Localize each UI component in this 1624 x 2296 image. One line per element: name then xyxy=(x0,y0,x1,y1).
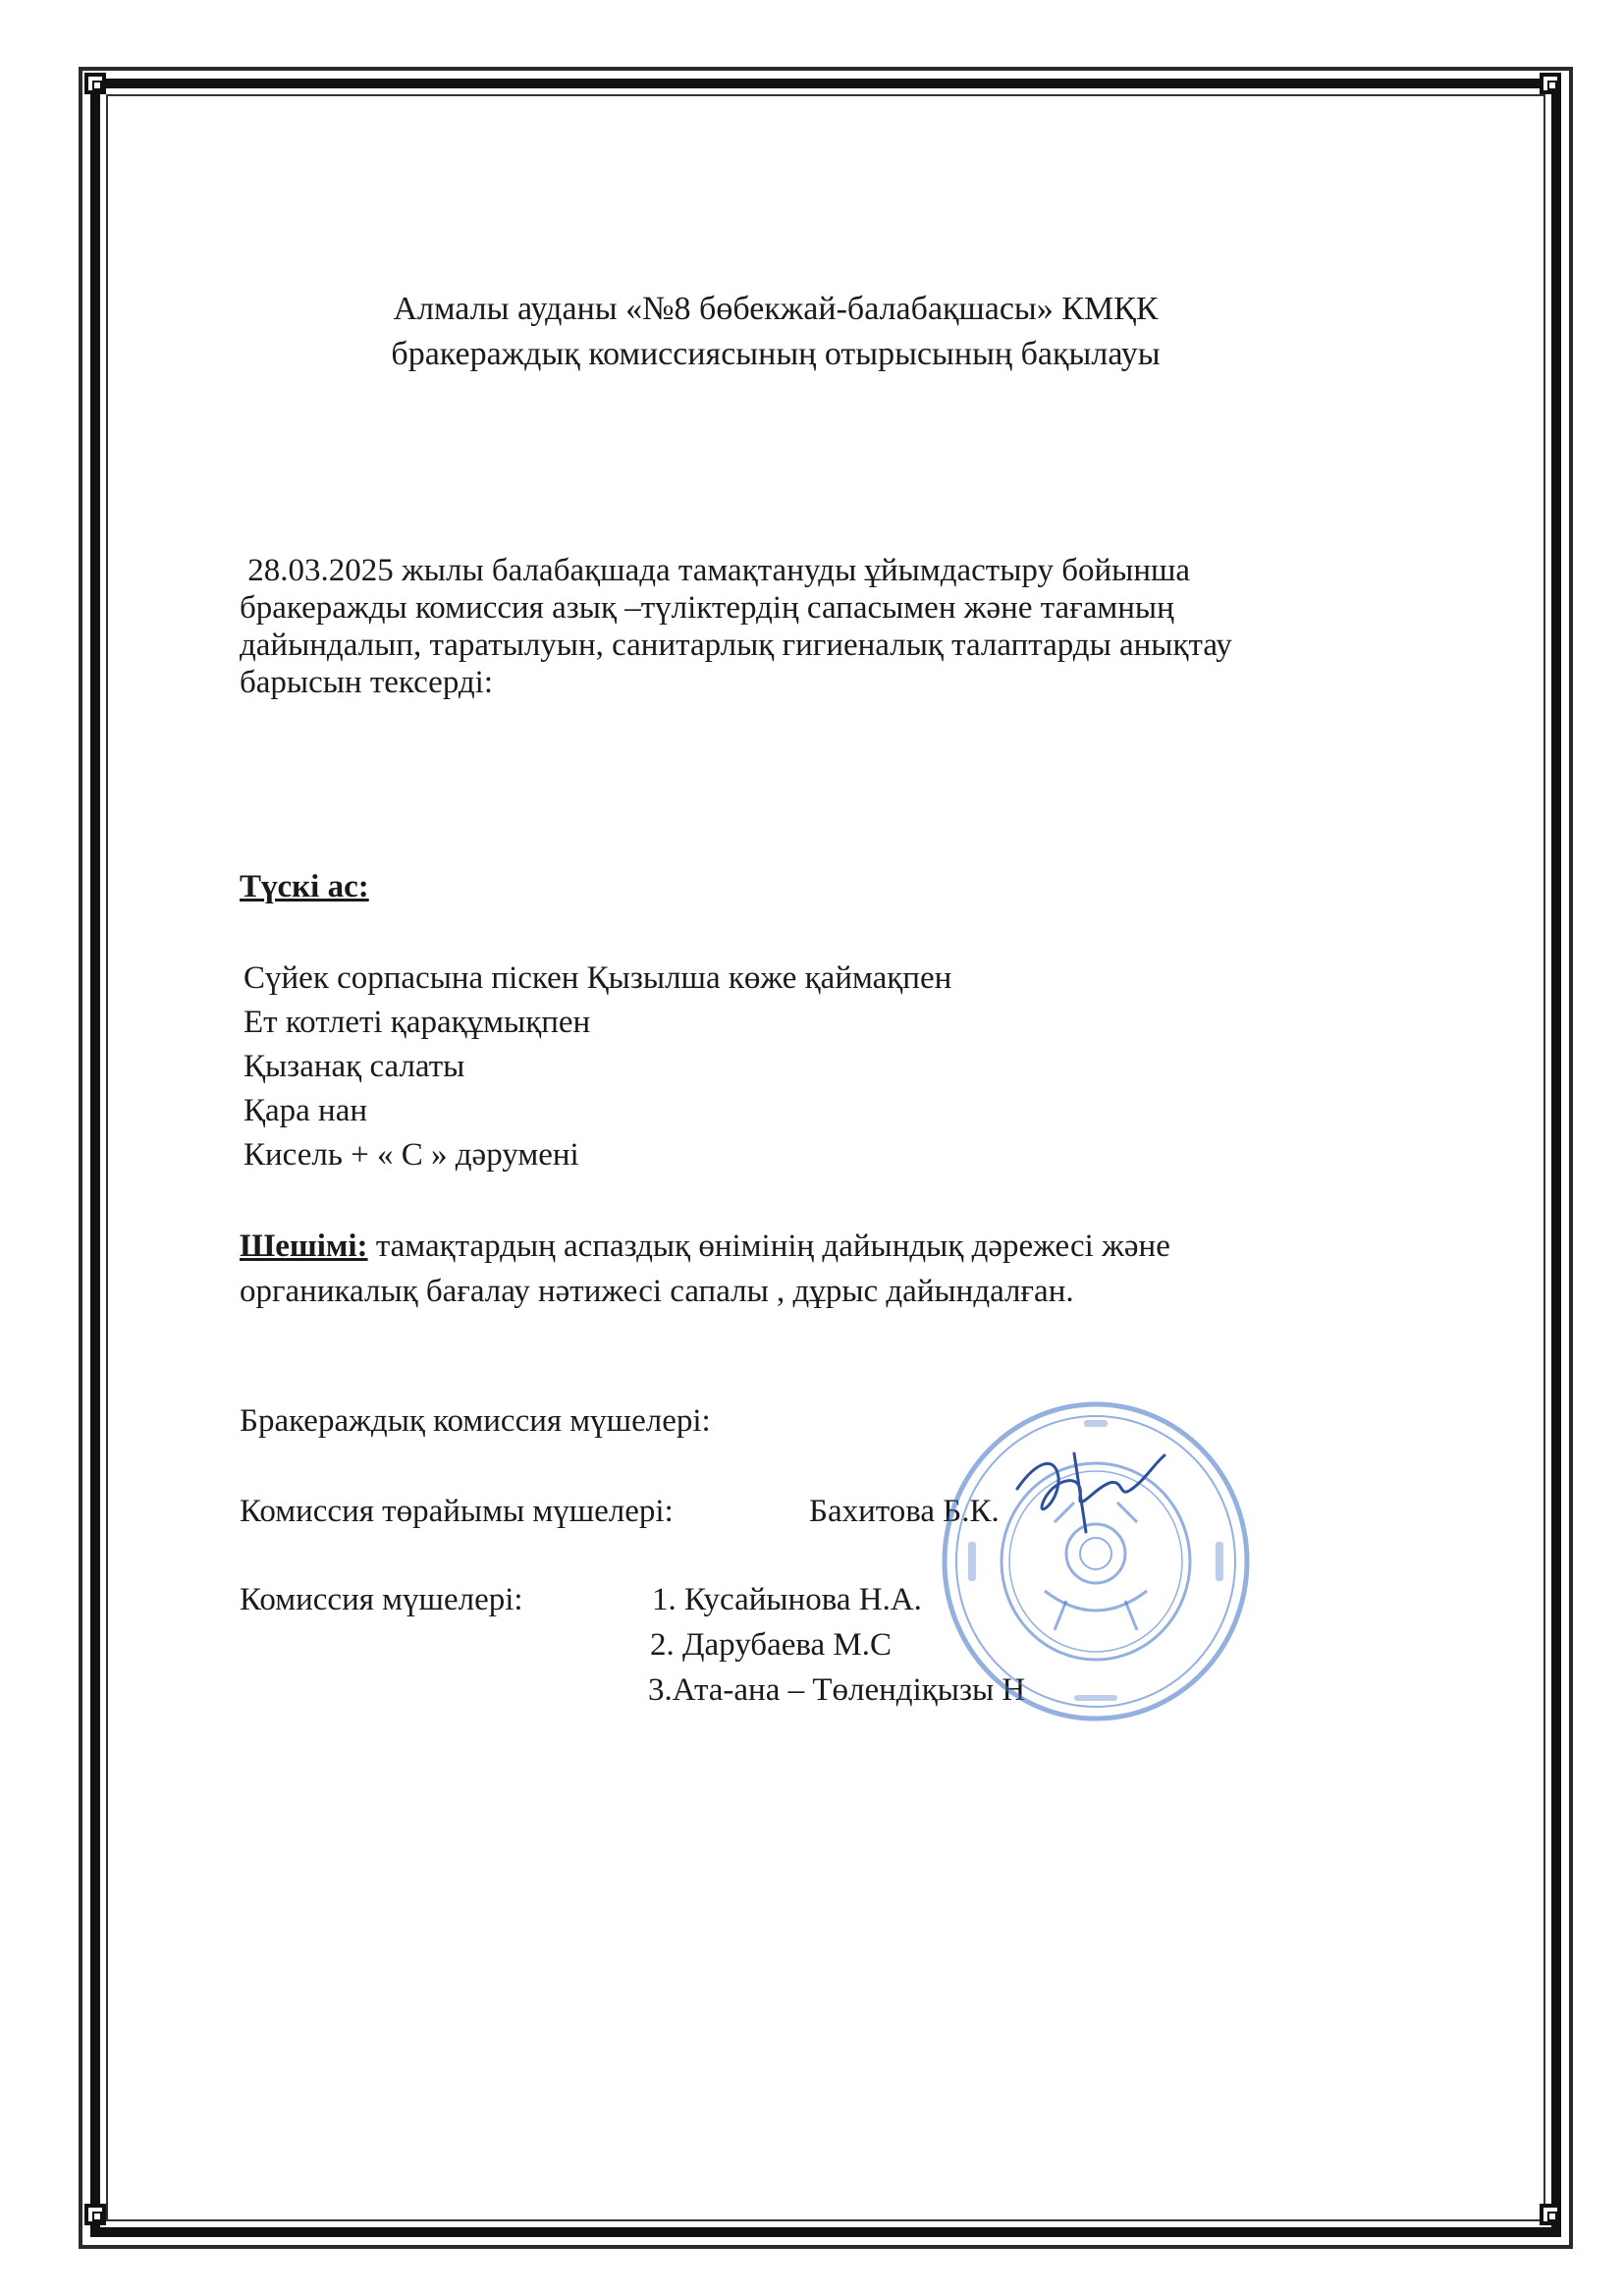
menu-list xyxy=(244,957,951,1177)
intro-line: барысын тексерді: xyxy=(240,665,494,700)
border-corner-ornament xyxy=(84,2204,106,2225)
menu-item: Сүйек сорпасына піскен Қызылша көже қаймақпен xyxy=(244,960,952,996)
border-corner-ornament xyxy=(84,73,106,94)
members-label: Комиссия мүшелері: xyxy=(240,1582,523,1617)
menu-item: Қызанақ салаты xyxy=(244,1049,465,1084)
document-title-line2: бракераждық комиссиясының отырысының бақылауы xyxy=(391,336,1161,372)
member-item: 2. Дарубаева М.С xyxy=(650,1627,893,1663)
decision-line2: органикалық бағалау нәтижесі сапалы , дұрыс дайындалған. xyxy=(240,1274,1074,1309)
official-seal-stamp xyxy=(937,1394,1255,1726)
menu-item: Ет котлеті қарақұмықпен xyxy=(244,1005,591,1040)
border-corner-ornament xyxy=(1540,2204,1561,2225)
member-item: 3.Ата-ана – Төлендіқызы Н xyxy=(648,1672,1026,1708)
lunch-title: Түскі ас: xyxy=(240,869,369,904)
border-corner-ornament xyxy=(1540,73,1561,94)
intro-line: 28.03.2025 жылы балабақшада тамақтануды ұйымдастыру бойынша xyxy=(240,553,1191,588)
document-title-line1: Алмалы ауданы «№8 бөбекжай-балабақшасы» КМҚК xyxy=(393,291,1159,327)
decision-line1 xyxy=(240,1228,1170,1265)
chair-name: Бахитова Б.К. xyxy=(809,1494,1000,1529)
decision-text: тамақтардың аспаздық өнімінің дайындық дәрежесі және xyxy=(367,1229,1170,1264)
intro-line: дайындалып, таратылуын, санитарлық гигиеналық талаптарды анықтау xyxy=(240,628,1232,663)
intro-paragraph xyxy=(240,552,1232,701)
chair-label: Комиссия төрайымы мүшелері: xyxy=(240,1494,674,1529)
commission-heading: Бракераждық комиссия мүшелері: xyxy=(240,1403,711,1439)
intro-line: бракеражды комиссия азық –түліктердің сапасымен және тағамның xyxy=(240,590,1174,626)
menu-item: Кисель + « С » дәрумені xyxy=(244,1137,579,1173)
menu-item: Қара нан xyxy=(244,1093,368,1128)
member-item: 1. Кусайынова Н.А. xyxy=(652,1582,922,1617)
decision-label: Шешімі: xyxy=(240,1229,368,1264)
